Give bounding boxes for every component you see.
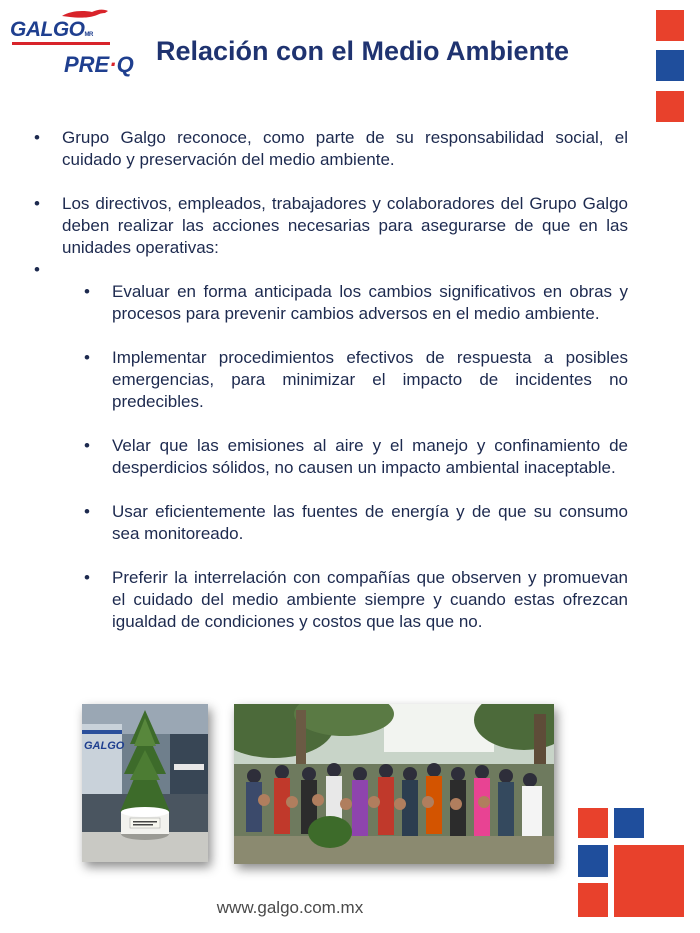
galgo-logo: GALGOMR	[10, 18, 93, 41]
sub-bullet-text: Preferir la interrelación con compañías que observen y promuevan el cuidado del medio ambiente siempre y cuando estas ofrezcan igualdad de condiciones y costos que las que no.	[112, 568, 628, 631]
bullet-marker: •	[84, 568, 90, 587]
bullet-item	[34, 127, 628, 171]
group-photo-illustration	[234, 704, 554, 864]
bullet-marker: •	[84, 282, 90, 301]
bullet-text: Los directivos, empleados, trabajadores y colaboradores del Grupo Galgo deben realizar las acciones necesarias para asegurarse de que en las unidades operativas:	[62, 194, 628, 257]
sub-bullet-item	[34, 567, 628, 633]
potted-tree-illustration	[82, 704, 208, 862]
decor-square-blue	[614, 808, 644, 838]
decor-square-red	[578, 808, 608, 838]
bullet-marker: •	[34, 194, 40, 213]
logo-underline	[12, 42, 110, 45]
bullet-marker: •	[84, 502, 90, 521]
bullet-item	[34, 193, 628, 259]
page-title: Relación con el Medio Ambiente	[156, 36, 570, 66]
sub-bullet-text: Usar eficientemente las fuentes de energía y de que su consumo sea monitoreado.	[112, 502, 628, 543]
sub-bullet-item	[34, 435, 628, 479]
sub-bullet-item	[34, 281, 628, 325]
bullet-marker: •	[84, 348, 90, 367]
decor-square-blue	[578, 845, 608, 877]
website-url: www.galgo.com.mx	[216, 898, 364, 917]
photo-group-outdoors	[234, 704, 554, 864]
pot-shelf-label: GALGO	[84, 740, 125, 752]
decor-square-blue	[656, 50, 684, 81]
bullet-text: Grupo Galgo reconoce, como parte de su responsabilidad social, el cuidado y preservación del medio ambiente.	[62, 128, 628, 169]
sub-bullet-text: Implementar procedimientos efectivos de respuesta a posibles emergencias, para minimizar el impacto de incidentes no predecibles.	[112, 348, 628, 411]
trademark-mark: MR	[84, 32, 93, 38]
decor-block-red-large	[614, 845, 684, 917]
photo-potted-tree	[82, 704, 208, 862]
sub-bullet-item	[34, 347, 628, 413]
decor-square-red	[656, 91, 684, 122]
bullet-item	[34, 259, 628, 281]
sub-bullet-item	[34, 501, 628, 545]
bullet-marker: •	[34, 128, 40, 147]
bullet-marker: •	[34, 260, 40, 279]
decor-square-red	[578, 883, 608, 917]
preq-logo: PRE·Q	[64, 52, 134, 77]
sub-bullet-text: Evaluar en forma anticipada los cambios significativos en obras y procesos para prevenir cambios adversos en el medio ambiente.	[112, 282, 628, 323]
content-body	[34, 127, 628, 633]
decor-square-red	[656, 10, 684, 41]
bullet-marker: •	[84, 436, 90, 455]
sub-bullet-text: Velar que las emisiones al aire y el manejo y confinamiento de desperdicios sólidos, no causen un impacto ambiental inaceptable.	[112, 436, 628, 477]
